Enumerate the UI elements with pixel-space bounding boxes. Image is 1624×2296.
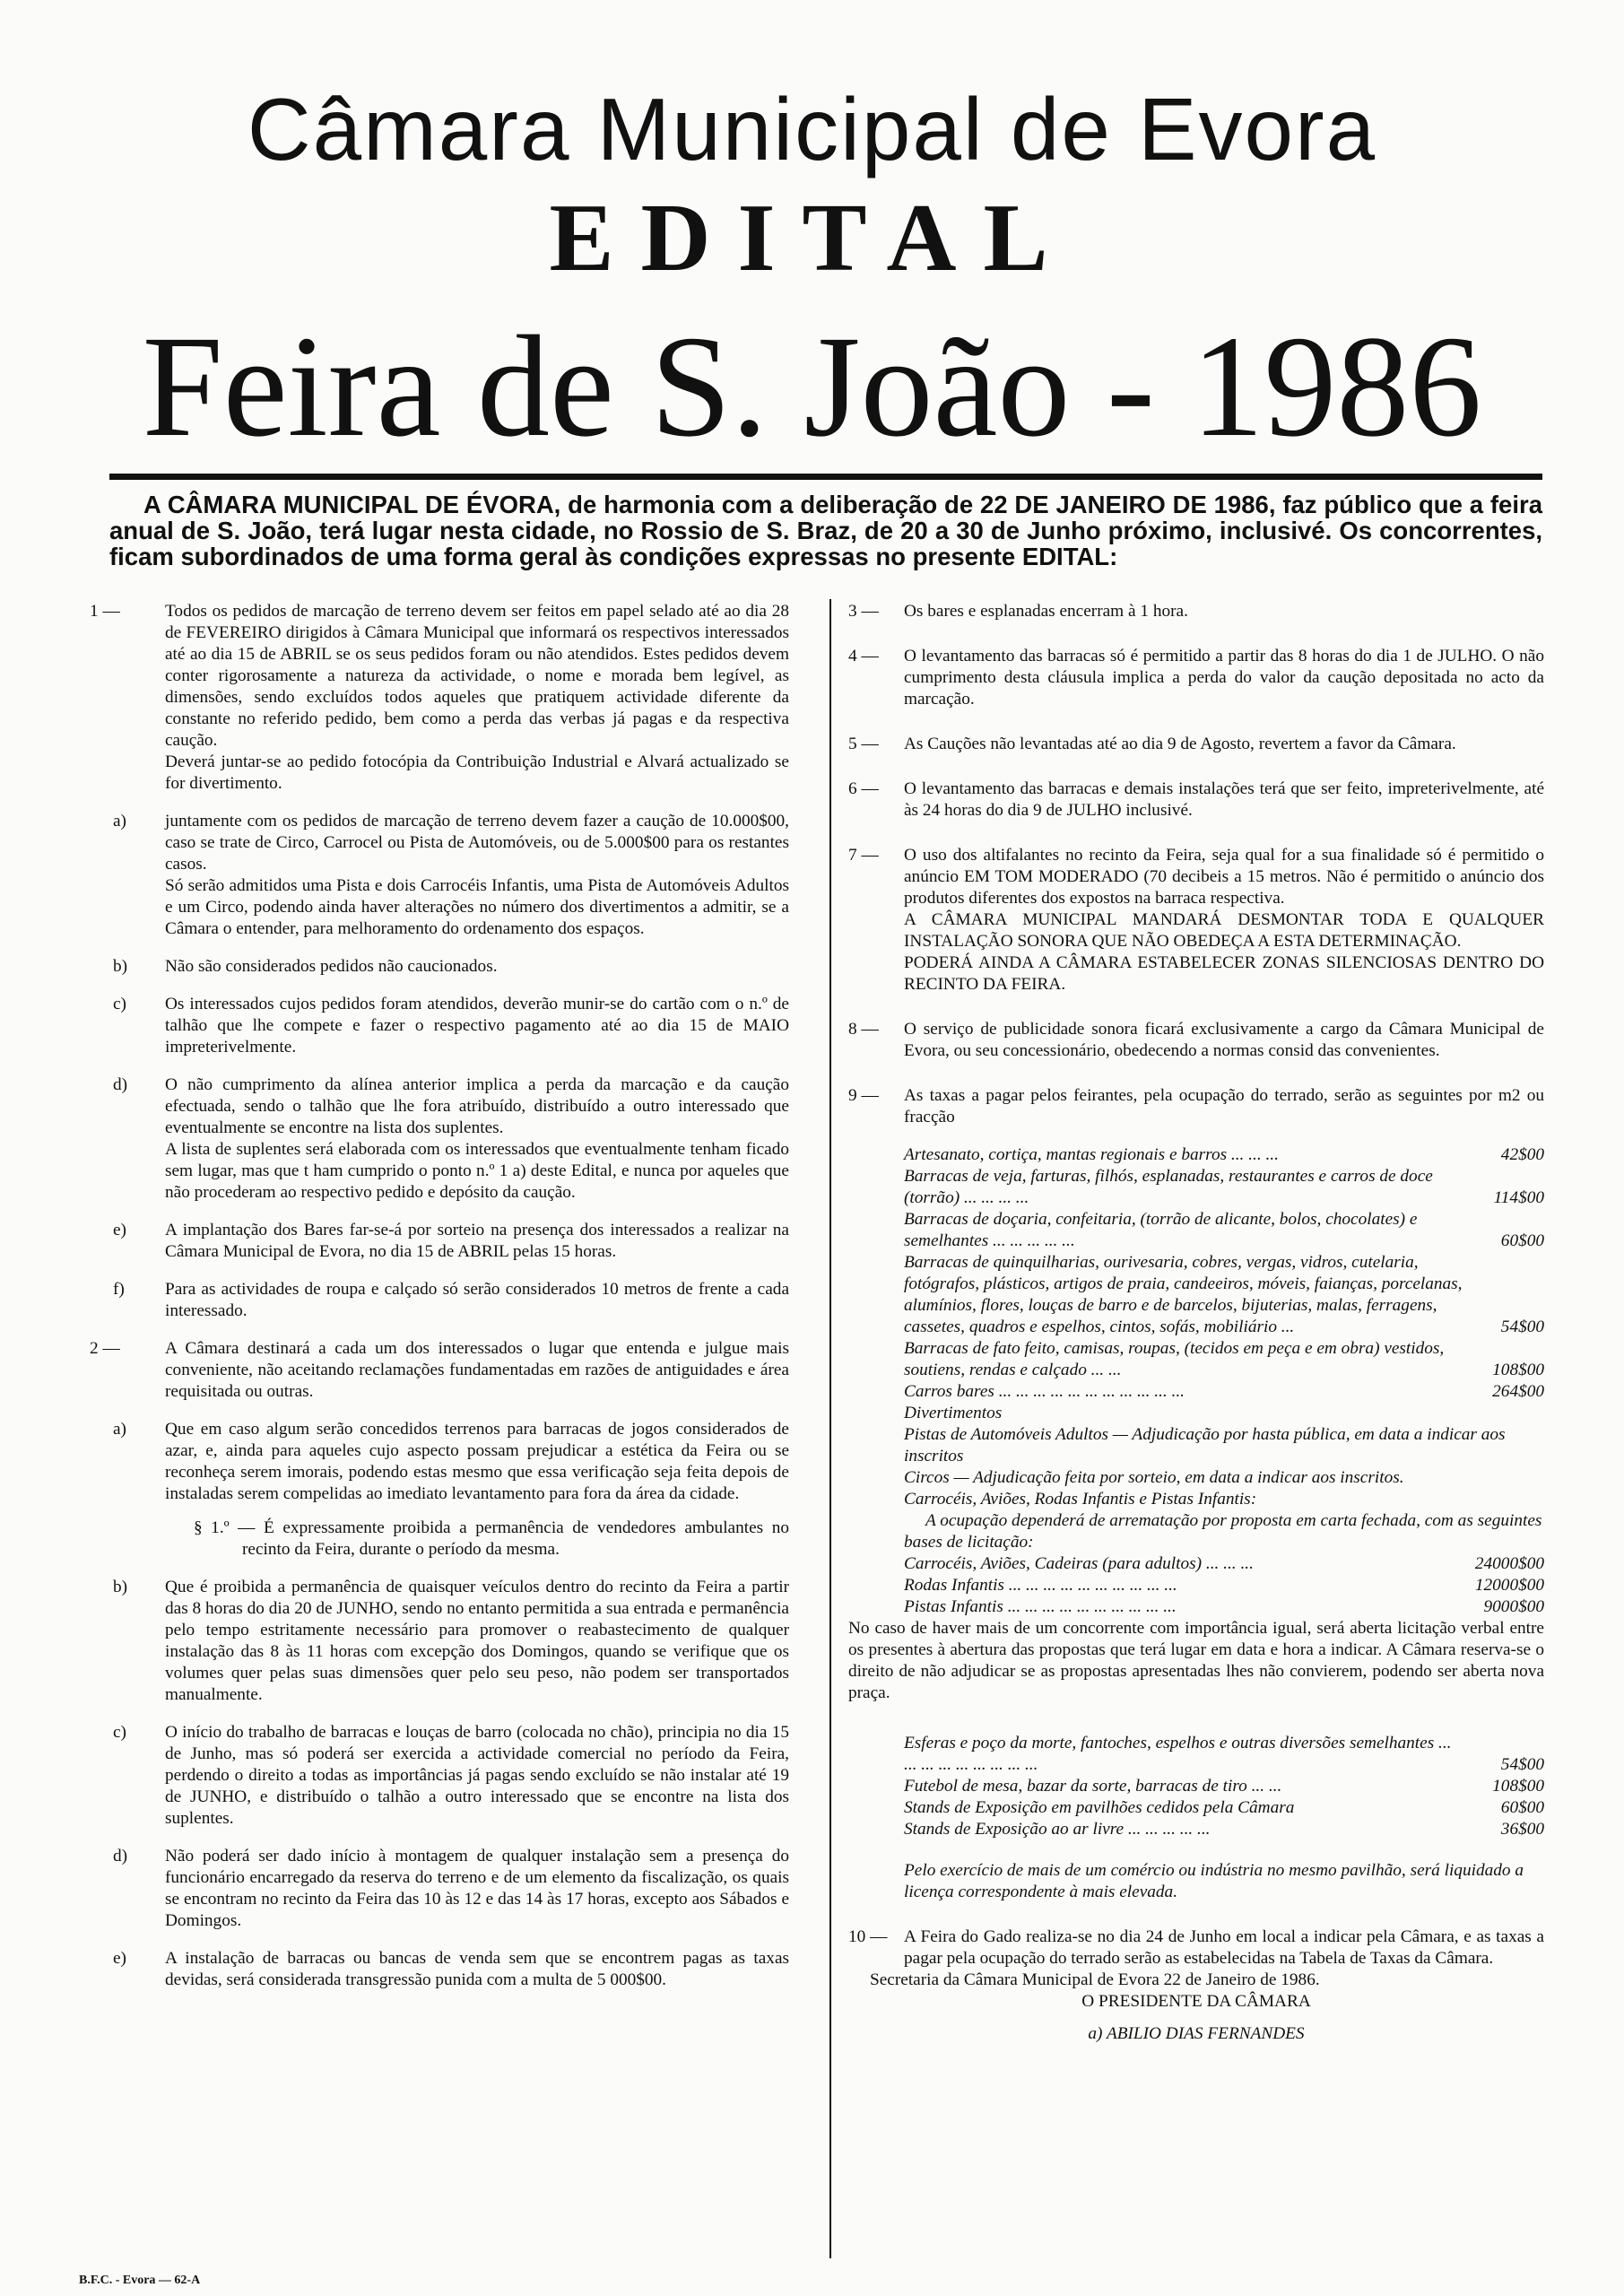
clause-2a: [90, 1419, 789, 1505]
clause-text: Que é proibida a permanência de quaisquer veículos dentro do recinto da Feira a partir das 8 horas do dia 20 de JUNHO, sendo no entanto permitida a sua entrada e permanência pelo tempo estritamente necessário para promover o reabastecimento de qualquer instalação das 8 às 11 horas com excepção dos Domingos, quando se verifique que os volumes quer pelas suas dimensões quer pelo seu peso, não podem ser transportados manualmente.: [165, 1578, 789, 1704]
fee-price: 54$00: [1500, 1318, 1544, 1336]
fee-price: 108$00: [1492, 1777, 1544, 1796]
base-row: [904, 1575, 1544, 1596]
fee-price: 36$00: [1500, 1820, 1544, 1839]
fee-row: [904, 1209, 1544, 1252]
clause-text: A instalação de barracas ou bancas de venda sem que se encontrem pagas as taxas devidas, será considerada transgressão punida com a multa de 5 000$00.: [165, 1949, 789, 1989]
divertimentos-text: Circos — Adjudicação feita por sorteio, em data a indicar aos inscritos.: [904, 1468, 1404, 1487]
clause-number: 10 —: [848, 1927, 888, 1946]
document-type-title: EDITAL: [549, 185, 1075, 291]
left-column: [90, 601, 789, 1991]
printer-footer: B.F.C. - Evora — 62-A: [79, 2274, 201, 2287]
clause-2: [90, 1338, 789, 1403]
header-rule: [109, 474, 1542, 480]
fee-description: Futebol de mesa, bazar da sorte, barracas de tiro ... ...: [904, 1777, 1282, 1796]
clause-1a: [90, 811, 789, 940]
clause-letter: c): [113, 995, 126, 1013]
clause-1f: [90, 1279, 789, 1322]
base-price: 12000$00: [1474, 1576, 1544, 1595]
clause-text: Os interessados cujos pedidos foram atendidos, deverão munir-se do cartão com o n.º de talhão que lhe compete e fazer o respectivo pagamento até ao dia 15 de MAIO impreterivelmente.: [165, 995, 789, 1057]
column-divider: [829, 599, 831, 2258]
fee-price: 264$00: [1492, 1382, 1544, 1401]
clause-number: 3 —: [848, 602, 879, 621]
clause-8: [848, 1019, 1544, 1062]
fee-description: Barracas de quinquilharias, ourivesaria, cobres, vergas, vidros, cutelaria, fotógrafos, plásticos, artigos de praia, candeeiros, móveis, faianças, porcelanas, alumínios, flores, louças de barro e de barcelos, bijuterias, malas, ferragens, cassetes, quadros e espelhos, cintos, sofás, mobiliário ...: [904, 1253, 1463, 1336]
clause-1c: [90, 994, 789, 1058]
fee-description: Barracas de doçaria, confeitaria, (torrão de alicante, bolos, chocolates) e semelhantes ... ... ... ... ...: [904, 1210, 1418, 1250]
fee-description: Stands de Exposição ao ar livre ... ... ... ... ...: [904, 1820, 1211, 1839]
tender-note: No caso de haver mais de um concorrente com importância igual, será aberta licitação verbal entre os presentes à abertura das propostas que terá lugar em data e hora a indicar. A Câmara reserva-se o direito de não adjudicar se as propostas apresentadas lhes não convierem, podendo ser aberta nova praça.: [848, 1619, 1544, 1702]
base-description: Rodas Infantis ... ... ... ... ... ... ... ... ... ...: [904, 1576, 1177, 1595]
clause-text: O início do trabalho de barracas e louças de barro (colocada no chão), principia no dia 15 de Junho, mas só poderá ser exercida a actividade comercial no período da Feira, perdendo o direito a todas as importâncias já pagas sendo excluído se não instalar até 19 de JUNHO, e distribuído o talhão a outro interessado que se encontre na lista dos suplentes.: [165, 1723, 789, 1828]
clause-letter: d): [113, 1075, 128, 1094]
clause-text: Que em caso algum serão concedidos terrenos para barracas de jogos considerados de azar, e, ainda para aqueles cujo aspecto possam prejudicar a estética da Feira ou se reconheça serem imorais, podendo estas mesmo que essa verificação seja feita depois de instaladas serem compelidas ao imediato levantamento para fora da área da cidade.: [165, 1420, 789, 1503]
clause-text: O uso dos altifalantes no recinto da Feira, seja qual for a sua finalidade só é permitido o anúncio EM TOM MODERADO (70 decibeis a 15 metros. Não é permitido o anúncio dos produtos diferentes dos expostos na barraca respectiva.: [904, 846, 1544, 908]
clause-1b: [90, 956, 789, 978]
clause-number: 2 —: [90, 1339, 120, 1358]
clause-9: [848, 1085, 1544, 1128]
clause-number: 9 —: [848, 1086, 879, 1105]
clause-text: A Feira do Gado realiza-se no dia 24 de Junho em local a indicar pela Câmara, e as taxas a pagar pela ocupação do terrado serão as estabelecidas na Tabela de Taxas da Câmara.: [904, 1927, 1544, 1968]
issue-date: Secretaria da Câmara Municipal de Evora 22 de Janeiro de 1986.: [870, 1970, 1320, 1989]
divertimentos-heading: Divertimentos: [904, 1404, 1003, 1422]
clause-10: [848, 1926, 1544, 1970]
president-name: a) ABILIO DIAS FERNANDES: [1088, 2024, 1305, 2043]
clause-number: 8 —: [848, 1020, 879, 1039]
clause-text: A implantação dos Bares far-se-á por sorteio na presença dos interessados a realizar na Câmara Municipal de Evora, no dia 15 de ABRIL pelas 15 horas.: [165, 1221, 789, 1261]
fee-price: 108$00: [1492, 1361, 1544, 1379]
clause-number: 7 —: [848, 846, 879, 865]
clause-text: Não poderá ser dado início à montagem de qualquer instalação sem a presença do funcionário encarregado da reserva do terreno e de um elemento da fiscalização, os quais se encontram no recinto da Feira das 10 às 12 e das 14 às 17 horas, excepto aos Sábados e Domingos.: [165, 1847, 789, 1930]
clause-text: A Câmara destinará a cada um dos interessados o lugar que entenda e julgue mais conveniente, não aceitando reclamações fundamentadas em razões de antiguidades e área requisitada ou outras.: [165, 1339, 789, 1401]
clause-text: juntamente com os pedidos de marcação de terreno devem fazer a caução de 10.000$00, caso se trate de Circo, Carrocel ou Pista de Automóveis, ou de 5.000$00 para os restantes casos.: [165, 812, 789, 874]
section-mark: § 1.º —: [194, 1518, 256, 1537]
clause-2c: [90, 1722, 789, 1830]
base-row: [904, 1596, 1544, 1618]
fee-description: Barracas de veja, farturas, filhós, esplanadas, restaurantes e carros de doce (torrão) ... ... ... ...: [904, 1167, 1433, 1207]
clause-text: O levantamento das barracas e demais instalações terá que ser feito, impreterivelmente, até às 24 horas do dia 9 de JULHO inclusivé.: [904, 779, 1544, 820]
fee-description: Barracas de fato feito, camisas, roupas, (tecidos em peça e em obra) vestidos, soutiens, rendas e calçado ... ...: [904, 1339, 1445, 1379]
divertimentos-text: A ocupação dependerá de arrematação por proposta em carta fechada, com as seguintes bases de licitação:: [904, 1511, 1542, 1552]
clause-text: O levantamento das barracas só é permitido a partir das 8 horas do dia 1 de JULHO. O não cumprimento desta cláusula implica a perda do valor da caução depositada no acto da marcação.: [904, 647, 1544, 709]
fee-row: [904, 1819, 1544, 1840]
clause-1d: [90, 1074, 789, 1204]
clause-letter: e): [113, 1949, 126, 1968]
divertimentos-text: Pistas de Automóveis Adultos — Adjudicação por hasta pública, em data a indicar aos inscritos: [904, 1425, 1506, 1465]
right-column: [848, 601, 1544, 2045]
fee-table-2: [904, 1733, 1544, 1903]
clause-number: 5 —: [848, 735, 879, 753]
clause-letter: c): [113, 1723, 126, 1742]
clause-text: Só serão admitidos uma Pista e dois Carrocéis Infantis, uma Pista de Automóveis Adultos e um Circo, podendo ainda haver alterações no número dos divertimentos a admitir, se a Câmara o entender, para melhoramento do ordenamento dos espaços.: [165, 876, 789, 938]
clause-2-paragraph-1: [194, 1518, 789, 1561]
clause-6: [848, 778, 1544, 822]
license-note: Pelo exercício de mais de um comércio ou indústria no mesmo pavilhão, será liquidado a licença correspondente à mais elevada.: [904, 1861, 1524, 1901]
clause-2d: [90, 1846, 789, 1932]
clause-5: [848, 734, 1544, 755]
clause-text: Deverá juntar-se ao pedido fotocópia da Contribuição Industrial e Alvará actualizado se for divertimento.: [165, 752, 789, 793]
clause-text: As Cauções não levantadas até ao dia 9 de Agosto, revertem a favor da Câmara.: [904, 735, 1456, 753]
base-row: [904, 1553, 1544, 1575]
clause-letter: b): [113, 1578, 128, 1596]
clause-1: [90, 601, 789, 795]
clause-letter: a): [113, 1420, 126, 1439]
clause-2b: [90, 1577, 789, 1706]
clause-2e: [90, 1948, 789, 1991]
fee-description: Carros bares ... ... ... ... ... ... ... ... ... ... ...: [904, 1382, 1185, 1401]
base-description: Pistas Infantis ... ... ... ... ... ... ... ... ... ...: [904, 1597, 1177, 1616]
base-price: 9000$00: [1483, 1597, 1544, 1616]
fee-price: 114$00: [1493, 1188, 1544, 1207]
clause-caps-text: PODERÁ AINDA A CÂMARA ESTABELECER ZONAS SILENCIOSAS DENTRO DO RECINTO DA FEIRA.: [904, 953, 1544, 994]
clause-text: A lista de suplentes será elaborada com os interessados que eventualmente tenham ficado sem lugar, mas que t ham cumprido o ponto n.º 1 a) deste Edital, e nunca por aqueles que não procederam ao respectivo pedido e depósito da caução.: [165, 1140, 789, 1202]
clause-7: [848, 845, 1544, 996]
clause-3: [848, 601, 1544, 622]
president-title: O PRESIDENTE DA CÂMARA: [1081, 1992, 1311, 2011]
clause-text: É expressamente proibida a permanência de vendedores ambulantes no recinto da Feira, durante o período da mesma.: [242, 1518, 789, 1559]
clause-text: Não são considerados pedidos não caucionados.: [165, 957, 498, 976]
fee-row: [904, 1776, 1544, 1797]
base-price: 24000$00: [1474, 1554, 1544, 1573]
clause-letter: a): [113, 812, 126, 831]
fee-price: 42$00: [1500, 1145, 1544, 1164]
clause-text: Para as actividades de roupa e calçado só serão considerados 10 metros de frente a cada interessado.: [165, 1280, 789, 1320]
clause-number: 6 —: [848, 779, 879, 798]
fee-table: [904, 1144, 1544, 1618]
clause-1e: [90, 1220, 789, 1263]
divertimentos-text: Carrocéis, Aviões, Rodas Infantis e Pistas Infantis:: [904, 1490, 1257, 1509]
clause-text: Todos os pedidos de marcação de terreno devem ser feitos em papel selado até ao dia 28 de FEVEREIRO dirigidos à Câmara Municipal que informará os respectivos interessados até ao dia 15 de ABRIL se os seus pedidos foram ou não atendidos. Estes pedidos devem conter rigorosamente a natureza da actividade, o nome e morada bem legível, as dimensões, sendo excluídos todos aqueles que pratiquem actividade diferente da constante no referido pedido, bem como a perda das verbas já pagas e da respectiva caução.: [165, 602, 789, 750]
fee-price: 54$00: [1500, 1755, 1544, 1774]
fee-row: [904, 1381, 1544, 1403]
intro-paragraph: A CÂMARA MUNICIPAL DE ÉVORA, de harmonia com a deliberação de 22 DE JANEIRO DE 1986, faz público que a feira anual de S. João, terá lugar nesta cidade, no Rossio de S. Braz, de 20 a 30 de Junho próximo, inclusivé. Os concorrentes, ficam subordinados de uma forma geral às condições expressas no presente EDITAL:: [109, 491, 1542, 570]
clause-number: 1 —: [90, 602, 120, 621]
clause-letter: b): [113, 957, 128, 976]
fee-row: [904, 1733, 1544, 1776]
clause-4: [848, 646, 1544, 710]
fee-price: 60$00: [1500, 1231, 1544, 1250]
clause-number: 4 —: [848, 647, 879, 665]
fee-price: 60$00: [1500, 1798, 1544, 1817]
council-title: Câmara Municipal de Evora: [247, 80, 1377, 178]
fee-description: Stands de Exposição em pavilhões cedidos pela Câmara: [904, 1798, 1295, 1817]
fee-description: Artesanato, cortiça, mantas regionais e barros ... ... ...: [904, 1145, 1279, 1164]
clause-text: Os bares e esplanadas encerram à 1 hora.: [904, 602, 1188, 621]
clause-text: O serviço de publicidade sonora ficará exclusivamente a cargo da Câmara Municipal de Evora, ou seu concessionário, obedecendo a normas consid das convenientes.: [904, 1020, 1544, 1060]
fee-row: [904, 1797, 1544, 1819]
fee-row: [904, 1338, 1544, 1381]
clause-text: O não cumprimento da alínea anterior implica a perda da marcação e da caução efectuada, sendo o talhão que lhe fora atribuído, distribuído a outro interessado que eventualmente se encontre na lista dos suplentes.: [165, 1075, 789, 1137]
clause-letter: e): [113, 1221, 126, 1239]
fee-description: Esferas e poço da morte, fantoches, espelhos e outras diversões semelhantes ... ... ... ... ... ... ... ... ...: [904, 1734, 1452, 1774]
base-description: Carrocéis, Aviões, Cadeiras (para adultos) ... ... ...: [904, 1554, 1254, 1573]
fee-row: [904, 1166, 1544, 1209]
fee-row: [904, 1144, 1544, 1166]
clause-text: As taxas a pagar pelos feirantes, pela ocupação do terrado, serão as seguintes por m2 ou fracção: [904, 1086, 1544, 1126]
clause-letter: f): [113, 1280, 125, 1299]
clause-letter: d): [113, 1847, 128, 1866]
clause-caps-text: A CÂMARA MUNICIPAL MANDARÁ DESMONTAR TODA E QUALQUER INSTALAÇÃO SONORA QUE NÃO OBEDEÇA A ESTA DETERMINAÇÃO.: [904, 910, 1544, 951]
fee-row: [904, 1252, 1544, 1338]
fair-title: Feira de S. João - 1986: [142, 307, 1482, 467]
